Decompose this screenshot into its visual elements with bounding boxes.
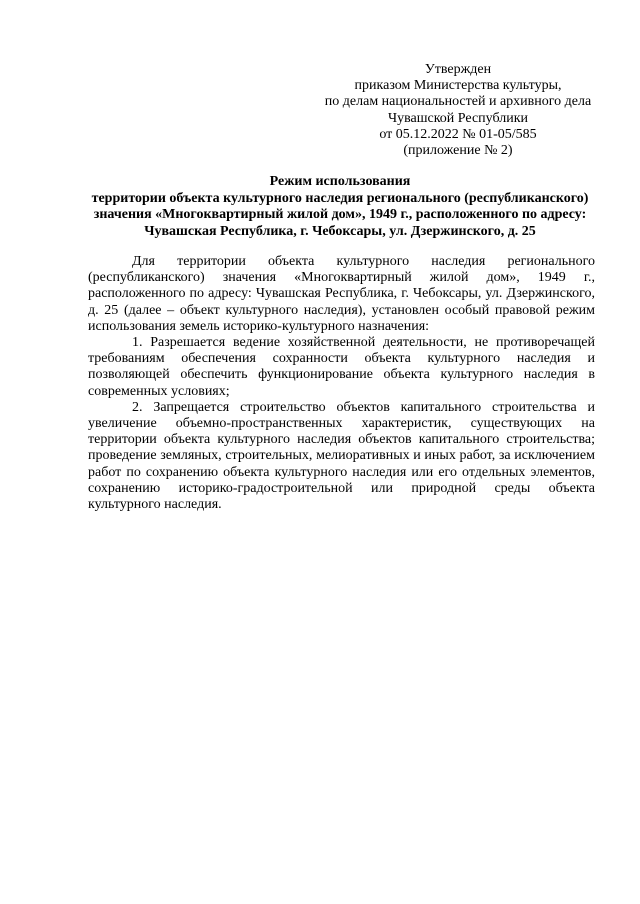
title-line-1: Режим использования (269, 174, 411, 189)
title-line-2: территории объекта культурного наследия регионального (республиканского) (91, 190, 589, 206)
approval-republic-line: Чувашской Республики (387, 110, 529, 126)
intro-paragraph: Для территории объекта культурного наследия регионального (республиканского) значения «Многоквартирный жилой дом», 1949 г., расположенного по адресу: Чувашская Республика, г. Чебоксары, ул. Дзержинского, д. 25 (далее – объект культурного наследия), установлен особый правовой режим использования земель историко-культурного назначения: (88, 254, 595, 334)
approval-department-line: по делам национальностей и архивного дела (324, 94, 592, 110)
title-line-3: значения «Многоквартирный жилой дом», 1949 г., расположенного по адресу: (93, 207, 587, 223)
item-1-paragraph: 1. Разрешается ведение хозяйственной деятельности, не противоречащей требованиям обеспечения сохранности объекта культурного наследия и позволяющей обеспечить функционирование объекта культурного наследия в современных условиях; (88, 335, 595, 399)
document-title (60, 174, 620, 240)
title-line-4: Чувашская Республика, г. Чебоксары, ул. Дзержинского, д. 25 (144, 223, 536, 239)
approval-appendix-note: (приложение № 2) (403, 143, 513, 159)
approval-heading: Утвержден (424, 62, 492, 77)
document-body (88, 254, 595, 513)
approval-order-line: приказом Министерства культуры, (354, 78, 562, 94)
approval-date-number: от 05.12.2022 № 01-05/585 (379, 126, 537, 142)
item-2-paragraph: 2. Запрещается строительство объектов капитального строительства и увеличение объемно-пространственных характеристик, существующих на территории объекта культурного наследия объектов капитального строительства; проведение земляных, строительных, мелиоративных и иных работ, за исключением работ по сохранению объекта культурного наследия или его отдельных элементов, сохранению историко-градостроительной или природной среды объекта культурного наследия. (88, 399, 595, 513)
approval-stamp (300, 62, 616, 159)
